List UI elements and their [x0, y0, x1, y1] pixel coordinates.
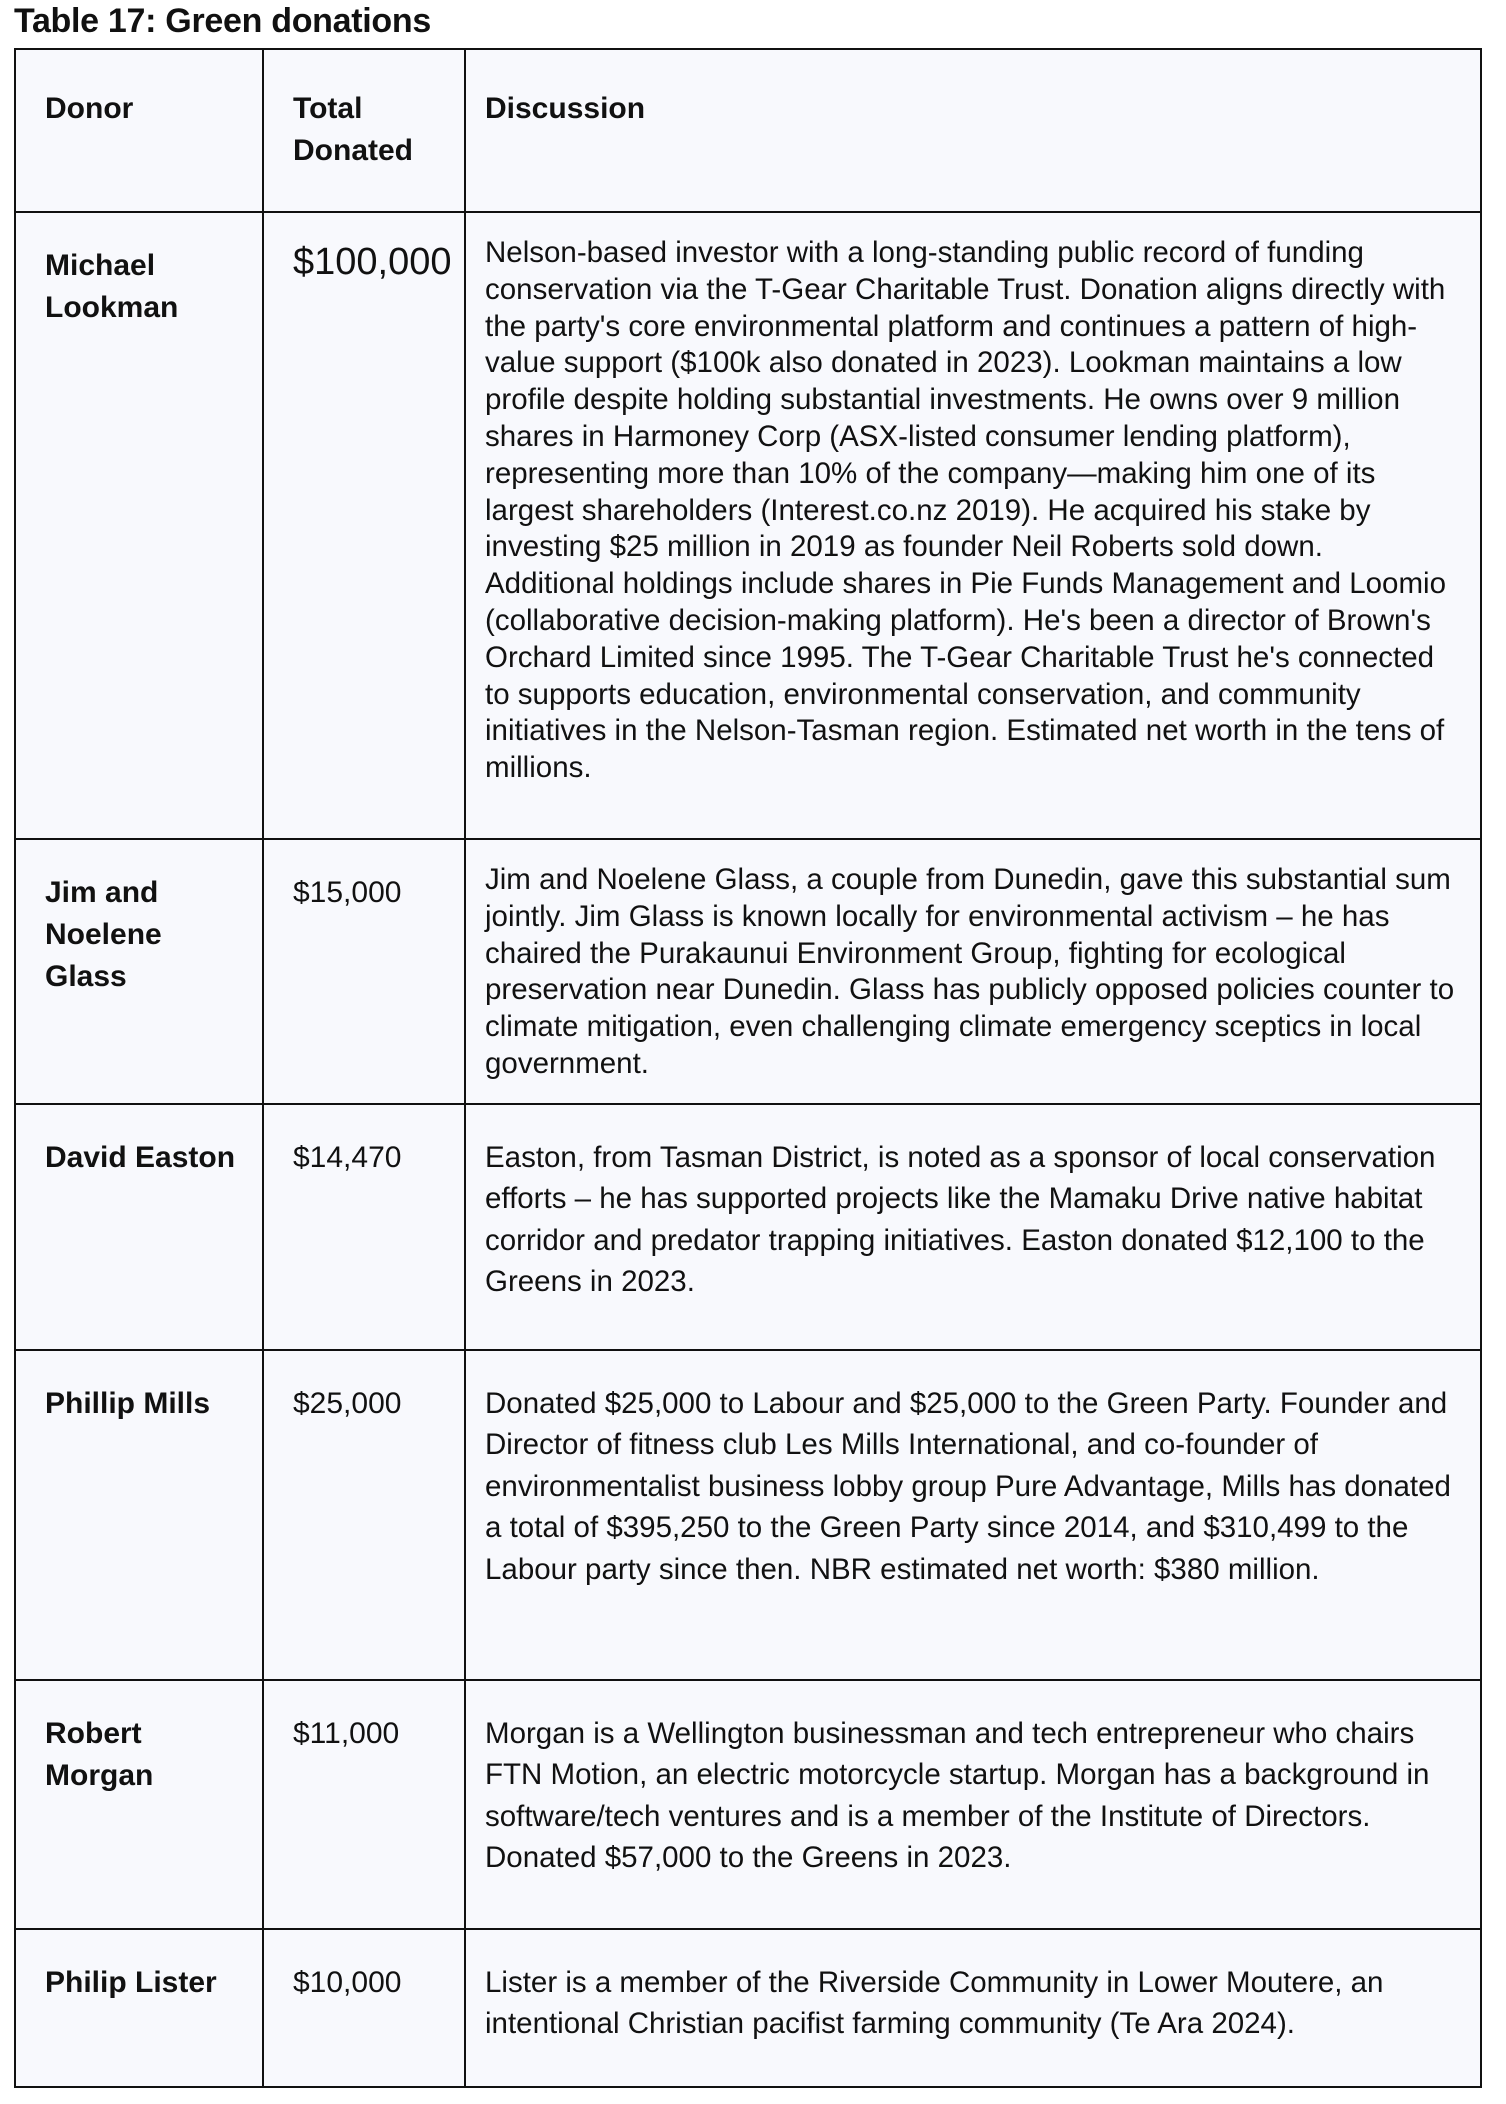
total-donated: $14,470: [263, 1104, 465, 1350]
total-donated: $10,000: [263, 1929, 465, 2087]
discussion-paragraph: Additional holdings include shares in Pie Funds Management and Loomio (collaborative decision-making platform). He's been a director of Brown's Orchard Limited since 1995. The T-Gear Charitable Trust he's connected to supports education, environmental conservation, and community initiatives in the Nelson-Tasman region. Estimated net worth in the tens of millions.: [485, 567, 1446, 785]
donor-name: Philip Lister: [15, 1929, 263, 2087]
discussion: [465, 1680, 1481, 1929]
donor-name: Michael Lookman: [15, 212, 263, 839]
header-discussion: Discussion: [465, 49, 1481, 212]
discussion-paragraph: Morgan is a Wellington businessman and tech entrepreneur who chairs FTN Motion, an electric motorcycle startup. Morgan has a background in software/tech ventures and is a member of the Institute of Directors. Donated $57,000 to the Greens in 2023.: [485, 1716, 1430, 1875]
table-header-row: [15, 49, 1481, 212]
total-donated: $15,000: [263, 839, 465, 1104]
total-donated: $11,000: [263, 1680, 465, 1929]
discussion: [465, 839, 1481, 1104]
header-donor: Donor: [15, 49, 263, 212]
green-donations-table: [14, 48, 1482, 2088]
table-row: [15, 1929, 1481, 2087]
table-title: Table 17: Green donations: [14, 2, 431, 40]
table-row: [15, 1680, 1481, 1929]
table-row: [15, 1104, 1481, 1350]
total-donated: $100,000: [263, 212, 465, 839]
discussion-paragraph: Jim and Noelene Glass, a couple from Dunedin, gave this substantial sum jointly. Jim Glass is known locally for environmental activism – he has chaired the Purakaunui Environment Group, fighting for ecological preservation near Dunedin. Glass has publicly opposed policies counter to climate mitigation, even challenging climate emergency sceptics in local government.: [485, 863, 1455, 1080]
donor-name: Jim and Noelene Glass: [15, 839, 263, 1104]
discussion: [465, 1104, 1481, 1350]
table-row: [15, 212, 1481, 839]
donor-name: David Easton: [15, 1104, 263, 1350]
discussion: [465, 212, 1481, 839]
donor-name: Robert Morgan: [15, 1680, 263, 1929]
header-total-donated: Total Donated: [263, 49, 465, 212]
total-donated: $25,000: [263, 1350, 465, 1680]
discussion-paragraph: Nelson-based investor with a long-standing public record of funding conservation via the T-Gear Charitable Trust. Donation aligns directly with the party's core environmental platform and continues a pattern of high-value support ($100k also donated in 2023). Lookman maintains a low profile despite holding substantial investments. He owns over 9 million shares in Harmoney Corp (ASX-listed consumer lending platform), representing more than 10% of the company—making him one of its largest shareholders (Interest.co.nz 2019). He acquired his stake by investing $25 million in 2019 as founder Neil Roberts sold down.: [485, 236, 1446, 564]
discussion-paragraph: Donated $25,000 to Labour and $25,000 to the Green Party. Founder and Director of fitness club Les Mills International, and co-founder of environmentalist business lobby group Pure Advantage, Mills has donated a total of $395,250 to the Green Party since 2014, and $310,499 to the Labour party since then. NBR estimated net worth: $380 million.: [485, 1386, 1451, 1586]
discussion-paragraph: Easton, from Tasman District, is noted as a sponsor of local conservation efforts – he has supported projects like the Mamaku Drive native habitat corridor and predator trapping initiatives. Easton donated $12,100 to the Greens in 2023.: [485, 1140, 1436, 1299]
table-row: [15, 1350, 1481, 1680]
table-row: [15, 839, 1481, 1104]
discussion: [465, 1350, 1481, 1680]
donor-name: Phillip Mills: [15, 1350, 263, 1680]
discussion-paragraph: Lister is a member of the Riverside Community in Lower Moutere, an intentional Christian pacifist farming community (Te Ara 2024).: [485, 1965, 1384, 2041]
discussion: [465, 1929, 1481, 2087]
